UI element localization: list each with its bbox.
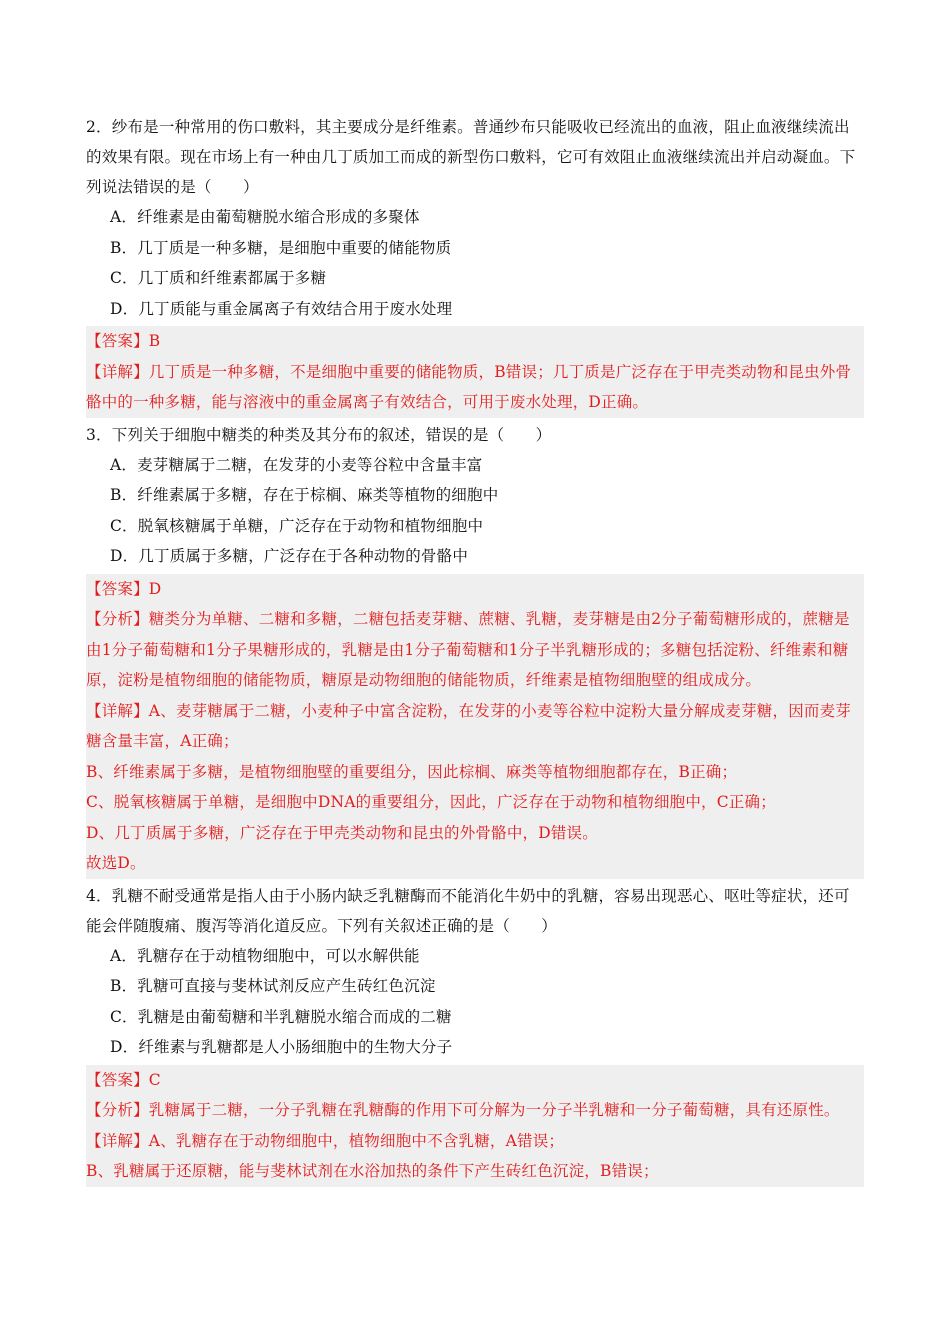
option-b: B．纤维素属于多糖，存在于棕榈、麻类等植物的细胞中 — [110, 486, 499, 504]
question-stem: 3．下列关于细胞中糖类的种类及其分布的叙述，错误的是（ ） — [86, 425, 552, 444]
option-c: C．乳糖是由葡萄糖和半乳糖脱水缩合而成的二糖 — [110, 1007, 452, 1026]
answer-explanation-box — [86, 1065, 864, 1187]
option-a: A．麦芽糖属于二糖，在发芽的小麦等谷粒中含量丰富 — [110, 455, 483, 474]
option-a: A．乳糖存在于动植物细胞中，可以水解供能 — [110, 946, 420, 965]
option-d: D．几丁质能与重金属离子有效结合用于废水处理 — [110, 299, 453, 318]
conclusion-line: 故选D。 — [86, 854, 146, 872]
answer-line: 【答案】C — [86, 1070, 161, 1089]
answer-line: 【答案】B — [86, 332, 161, 350]
detail-line: B、纤维素属于多糖，是植物细胞壁的重要组分，因此棕榈、麻类等植物细胞都存在，B正确； — [86, 762, 738, 781]
option-c: C．几丁质和纤维素都属于多糖 — [110, 269, 327, 287]
detail-line: 【详解】A、乳糖存在于动物细胞中，植物细胞中不含乳糖，A错误； — [86, 1131, 565, 1150]
question-stem: 4．乳糖不耐受通常是指人由于小肠内缺乏乳糖酶而不能消化牛奶中的乳糖，容易出现恶心、呕吐等症状，还可能会伴随腹痛、腹泻等消化道反应。下列有关叙述正确的是（ ） — [86, 886, 850, 935]
detail-line: C、脱氧核糖属于单糖，是细胞中DNA的重要组分，因此，广泛存在于动物和植物细胞中，C正确； — [86, 793, 776, 811]
option-b: B．乳糖可直接与斐林试剂反应产生砖红色沉淀 — [110, 977, 436, 995]
answer-line: 【答案】D — [86, 579, 162, 598]
question-2 — [86, 112, 864, 418]
question-3 — [86, 420, 864, 879]
option-c: C．脱氧核糖属于单糖，广泛存在于动物和植物细胞中 — [110, 516, 484, 535]
detail-line: B、乳糖属于还原糖，能与斐林试剂在水浴加热的条件下产生砖红色沉淀，B错误； — [86, 1162, 659, 1180]
detail-line: D、几丁质属于多糖，广泛存在于甲壳类动物和昆虫的外骨骼中，D错误。 — [86, 823, 598, 842]
option-b: B．几丁质是一种多糖，是细胞中重要的储能物质 — [110, 238, 452, 257]
option-d: D．纤维素与乳糖都是人小肠细胞中的生物大分子 — [110, 1038, 453, 1056]
question-stem: 2．纱布是一种常用的伤口敷料，其主要成分是纤维素。普通纱布只能吸收已经流出的血液，阻止血液继续流出的效果有限。现在市场上有一种由几丁质加工而成的新型伤口敷料，它可有效阻止血液继续流出并启动凝血。下列说法错误的是（ ） — [86, 118, 856, 196]
answer-explanation-box — [86, 574, 864, 879]
question-4 — [86, 881, 864, 1187]
detail-line: 【详解】几丁质是一种多糖，不是细胞中重要的储能物质，B错误；几丁质是广泛存在于甲壳类动物和昆虫外骨骼中的一种多糖，能与溶液中的重金属离子有效结合，可用于废水处理，D正确。 — [86, 362, 852, 411]
analysis-line: 【分析】乳糖属于二糖，一分子乳糖在乳糖酶的作用下可分解为一分子半乳糖和一分子葡萄糖，具有还原性。 — [86, 1101, 840, 1119]
analysis-line: 【分析】糖类分为单糖、二糖和多糖，二糖包括麦芽糖、蔗糖、乳糖，麦芽糖是由2分子葡萄糖形成的，蔗糖是由1分子葡萄糖和1分子果糖形成的，乳糖是由1分子葡萄糖和1分子半乳糖形成的；多糖包括淀粉、纤维素和糖原，淀粉是植物细胞的储能物质，糖原是动物细胞的储能物质，纤维素是植物细胞壁的组成成分。 — [86, 610, 850, 689]
option-d: D．几丁质属于多糖，广泛存在于各种动物的骨骼中 — [110, 547, 469, 565]
answer-explanation-box — [86, 326, 864, 418]
option-a: A．纤维素是由葡萄糖脱水缩合形成的多聚体 — [110, 208, 420, 226]
detail-line: 【详解】A、麦芽糖属于二糖，小麦种子中富含淀粉，在发芽的小麦等谷粒中淀粉大量分解成麦芽糖，因而麦芽糖含量丰富，A正确； — [86, 701, 851, 750]
